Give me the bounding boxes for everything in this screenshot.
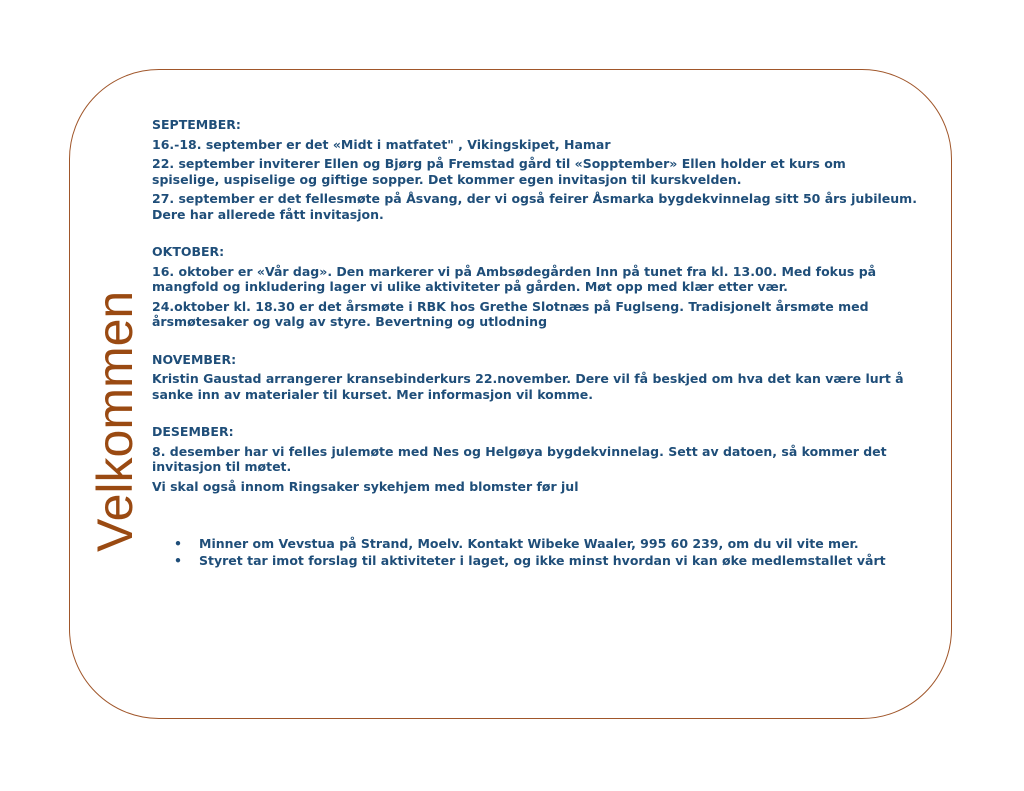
paragraph: Kristin Gaustad arrangerer kransebinderkurs 22.november. Dere vil få beskjed om hva det kan være lurt å sanke inn av materialer til kurset. Mer informasjon vil komme.	[152, 371, 904, 402]
section-heading: NOVEMBER:	[152, 351, 237, 367]
spacer	[152, 226, 917, 244]
section-heading: OKTOBER:	[152, 244, 225, 259]
section-november	[152, 352, 917, 403]
paragraph: Vi skal også innom Ringsaker sykehjem med blomster før jul	[152, 478, 579, 494]
bullet-item	[152, 553, 917, 569]
section-desember	[152, 424, 917, 494]
section-september	[152, 117, 917, 222]
bullet-icon: •	[174, 536, 182, 551]
paragraph: 27. september er det fellesmøte på Åsvang, der vi også feirer Åsmarka bygdekvinnelag sitt 50 års jubileum. Dere har allerede fått invitasjon.	[152, 191, 917, 222]
bullet-item	[152, 536, 917, 552]
paragraph: 8. desember har vi felles julemøte med Nes og Helgøya bygdekvinnelag. Sett av datoen, så kommer det invitasjon til møtet.	[152, 443, 887, 474]
spacer	[152, 406, 917, 424]
newsletter-content	[152, 117, 917, 569]
paragraph: 16. oktober er «Vår dag». Den markerer vi på Ambsødegården Inn på tunet fra kl. 13.00. Med fokus på mangfold og inkludering lager vi ulike aktiviteter på gården. Møt opp med klær etter vær.	[152, 263, 877, 294]
paragraph: 24.oktober kl. 18.30 er det årsmøte i RBK hos Grethe Slotnæs på Fuglseng. Tradisjonelt årsmøte med årsmøtesaker og valg av styre. Bevertning og utlodning	[152, 298, 869, 329]
section-heading: DESEMBER:	[152, 424, 234, 439]
paragraph: 22. september inviterer Ellen og Bjørg på Fremstad gård til «Sopptember» Ellen holder et kurs om spiselige, uspiselige og giftige sopper. Det kommer egen invitasjon til kurskvelden.	[152, 156, 846, 187]
spacer	[152, 334, 917, 352]
section-heading: SEPTEMBER:	[152, 117, 241, 132]
bullet-list	[152, 536, 917, 568]
bullet-icon: •	[174, 552, 182, 568]
bullet-text: Styret tar imot forslag til aktiviteter i laget, og ikke minst hvordan vi kan øke medlemstallet vårt	[199, 552, 886, 568]
bullet-text: Minner om Vevstua på Strand, Moelv. Kontakt Wibeke Waaler, 995 60 239, om du vil vite mer.	[199, 536, 859, 551]
side-title: Velkommen	[87, 290, 143, 552]
paragraph: 16.-18. september er det «Midt i matfatet" , Vikingskipet, Hamar	[152, 136, 611, 152]
section-oktober	[152, 244, 917, 330]
